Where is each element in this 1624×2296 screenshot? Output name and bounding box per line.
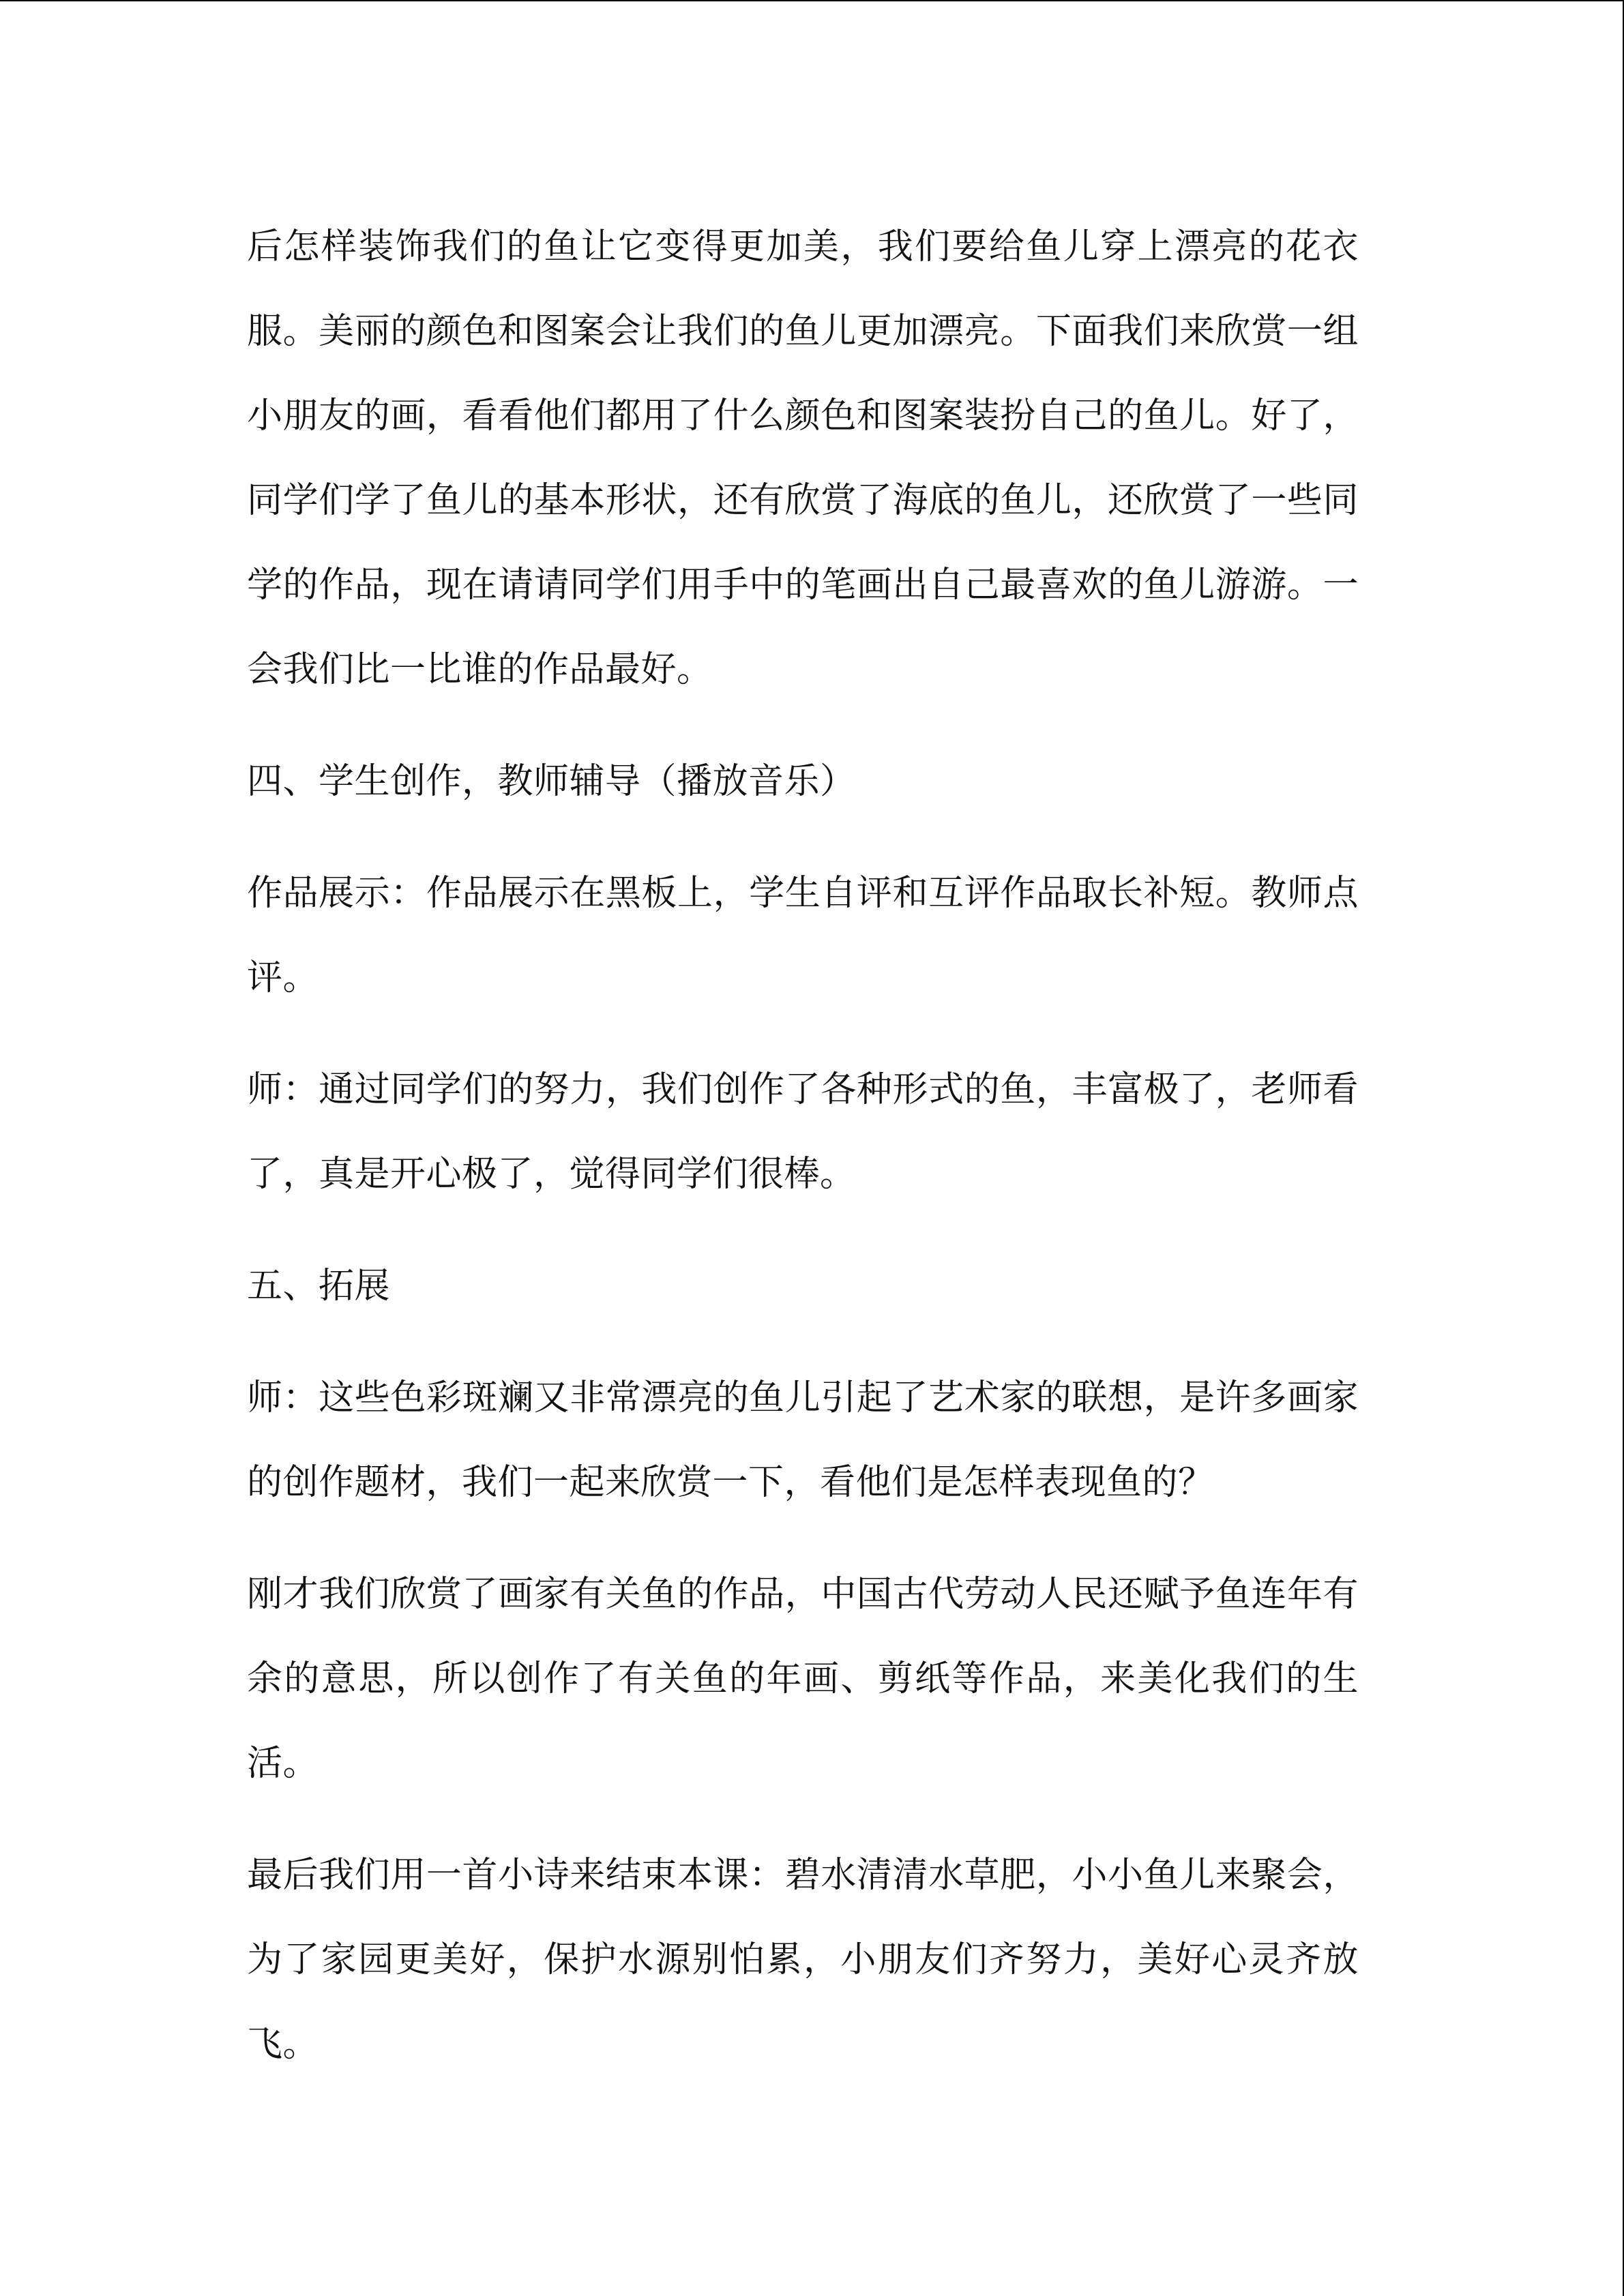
section-heading-student-creation: 四、学生创作，教师辅导（播放音乐） [247,761,856,802]
paragraph-decorating-fish: 后怎样装饰我们的鱼让它变得更加美，我们要给鱼儿穿上漂亮的花衣服。美丽的颜色和图案会让我们的鱼儿更加漂亮。下面我们来欣赏一组小朋友的画，看看他们都用了什么颜色和图案装扮自己的鱼儿。好了，同学们学了鱼儿的基本形状，还有欣赏了海底的鱼儿，还欣赏了一些同学的作品，现在请请同学们用手中的笔画出自己最喜欢的鱼儿游游。一会我们比一比谁的作品最好。 [247,226,1359,690]
paragraph-work-display: 作品展示：作品展示在黑板上，学生自评和互评作品取长补短。教师点评。 [247,873,1359,998]
paragraph-artists-fish: 师：这些色彩斑斓又非常漂亮的鱼儿引起了艺术家的联想，是许多画家的创作题材，我们一起来欣赏一下，看他们是怎样表现鱼的？ [247,1377,1359,1503]
paragraph-folk-art: 刚才我们欣赏了画家有关鱼的作品，中国古代劳动人民还赋予鱼连年有余的意思，所以创作了有关鱼的年画、剪纸等作品，来美化我们的生活。 [247,1574,1359,1784]
document-body [247,205,1359,2114]
paragraph-teacher-praise: 师：通过同学们的努力，我们创作了各种形式的鱼，丰富极了，老师看了，真是开心极了，觉得同学们很棒。 [247,1069,1359,1195]
section-heading-extension: 五、拓展 [247,1266,391,1307]
paragraph-closing-poem: 最后我们用一首小诗来结束本课：碧水清清水草肥，小小鱼儿来聚会，为了家园更美好，保护水源别怕累，小朋友们齐努力，美好心灵齐放飞。 [247,1855,1359,2065]
